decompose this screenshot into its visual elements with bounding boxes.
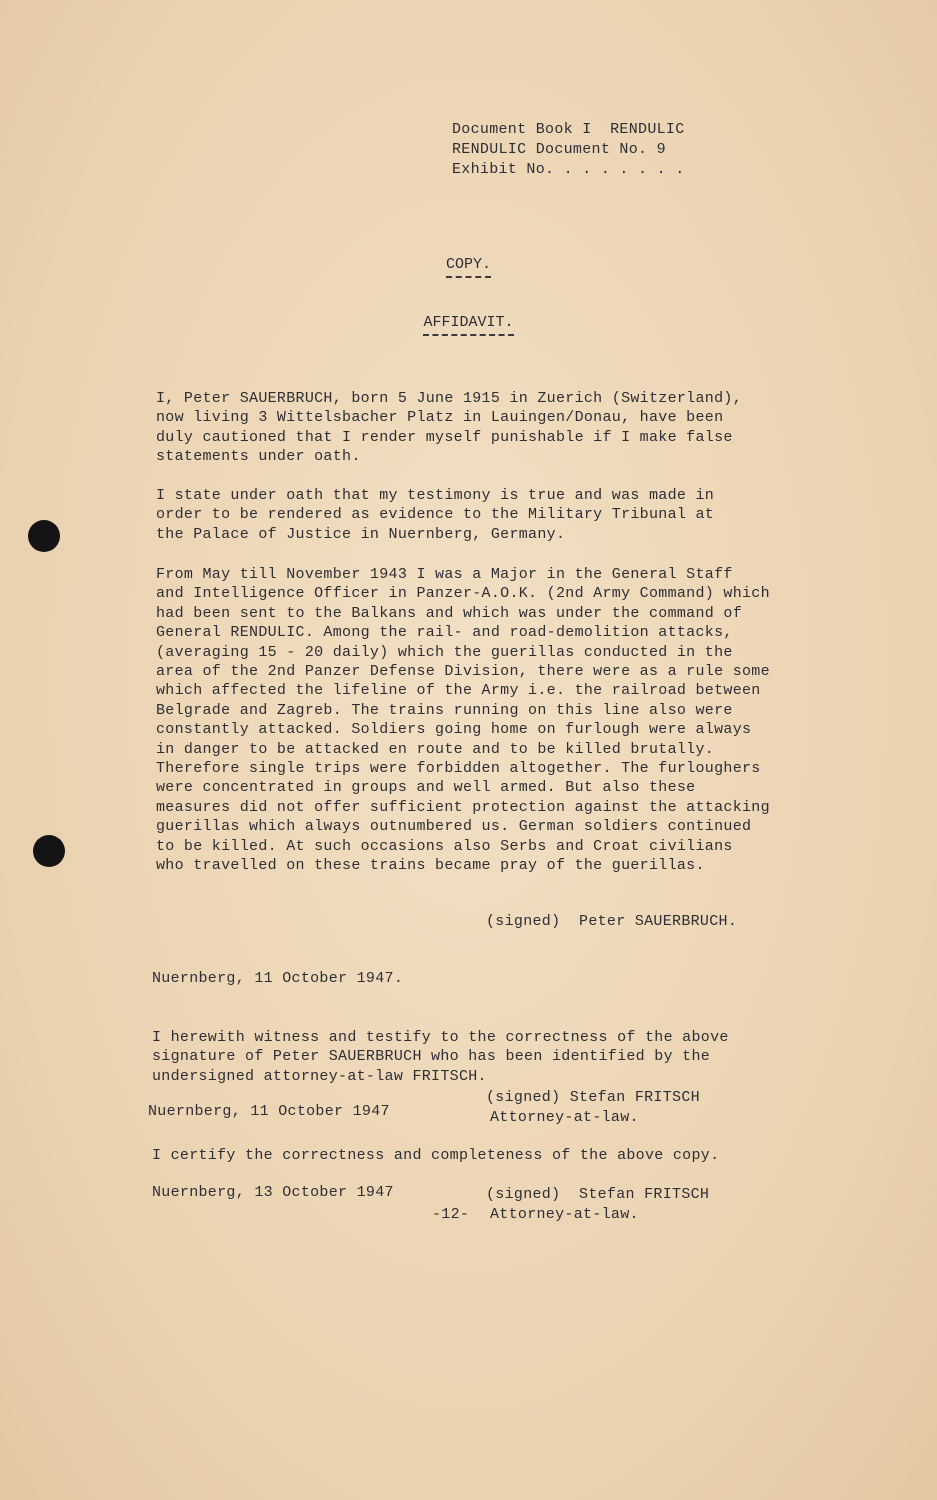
paragraph-testimony: From May till November 1943 I was a Major in the General Staff and Intelligence Officer in Panzer-A.O.K. (2nd Army Command) which had been sent to the Balkans and which was under the command of General RENDULIC. Among the rail- and road-demolition attacks, (averaging 15 - 20 daily) which the guerillas conducted in the area of the 2nd Panzer Defense Division, there were as a rule some which affected the lifeline of the Army i.e. the railroad between Belgrade and Zagreb. The trains running on this line also were constantly attacked. Soldiers going home on furlough were always in danger to be attacked en route and to be killed brutally. Therefore single trips were forbidden altogether. The furloughers were concentrated in groups and well armed. But also these measures did not offer sufficient protection against the attacking guerillas which always outnumbered us. German soldiers continued to be killed. At such occasions also Serbs and Croat civilians who travelled on these trains became pray of the guerillas.: [156, 566, 770, 875]
header-document-book: Document Book I RENDULIC: [452, 121, 685, 138]
witness-date: Nuernberg, 11 October 1947: [148, 1103, 390, 1120]
paragraph-oath: I state under oath that my testimony is true and was made in order to be rendered as evidence to the Military Tribunal at the Palace of Justice in Nuernberg, Germany.: [156, 487, 715, 543]
copy-heading: [0, 256, 937, 278]
witness-statement: I herewith witness and testify to the correctness of the above signature of Peter SAUERBRUCH who has been identified by the undersigned attorney-at-law FRITSCH.: [152, 1029, 729, 1085]
paragraph-identity: I, Peter SAUERBRUCH, born 5 June 1915 in Zuerich (Switzerland), now living 3 Wittelsbacher Platz in Lauingen/Donau, have been duly cautioned that I render myself punishable if I make false statements under oath.: [156, 390, 742, 466]
header-exhibit-number: Exhibit No. . . . . . . .: [452, 161, 685, 178]
affiant-signature: (signed) Peter SAUERBRUCH.: [486, 913, 738, 930]
copy-heading-text: COPY.: [446, 256, 491, 278]
affidavit-title-text: AFFIDAVIT.: [423, 314, 513, 336]
certification-role: Attorney-at-law.: [490, 1206, 639, 1223]
punch-hole-lower: [33, 835, 65, 867]
certification-statement: I certify the correctness and completeness of the above copy.: [152, 1147, 720, 1164]
certification-signature: (signed) Stefan FRITSCH: [486, 1186, 710, 1203]
punch-hole-upper: [28, 520, 60, 552]
witness-signature: (signed) Stefan FRITSCH: [486, 1089, 700, 1106]
affidavit-title: [0, 314, 937, 336]
page-number: -12-: [432, 1206, 470, 1223]
affidavit-date: Nuernberg, 11 October 1947.: [152, 970, 404, 987]
certification-date: Nuernberg, 13 October 1947: [152, 1184, 394, 1201]
header-document-number: RENDULIC Document No. 9: [452, 141, 666, 158]
witness-role: Attorney-at-law.: [490, 1109, 639, 1126]
